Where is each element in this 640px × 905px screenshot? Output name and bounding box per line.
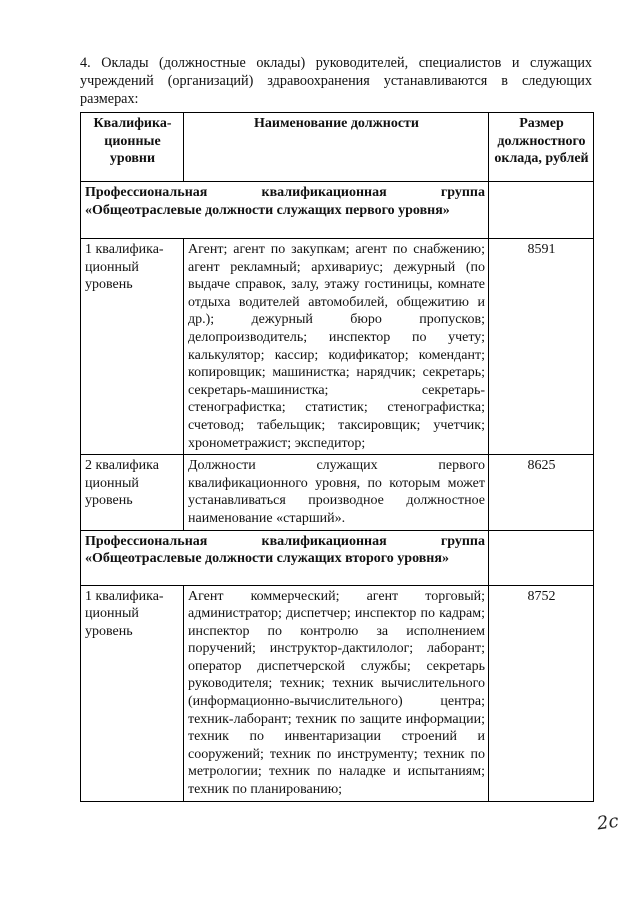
row-positions: Агент коммерческий; агент торговый; администратор; диспетчер; инспектор по кадрам; инспектор по контролю за исполнением поручений; инструктор-дактилолог; лаборант; оператор диспетчерской службы; секретарь руководителя; техник; техник вычислительного (информационно-вычислительного) центра; техник-лаборант; техник по защите информации; техник по инвентаризации строений и сооружений; техник по инструменту; техник по метрологии; техник по наладке и испытаниям; техник по планированию; bbox=[184, 585, 489, 801]
group-title: Профессиональная квалификационная группа «Общеотраслевые должности служащих первого уровня» bbox=[81, 182, 489, 239]
salary-table bbox=[80, 112, 594, 802]
group-salary-empty bbox=[489, 530, 594, 585]
row-salary: 8752 bbox=[489, 585, 594, 801]
group-salary-empty bbox=[489, 182, 594, 239]
row-salary: 8625 bbox=[489, 455, 594, 530]
table-row bbox=[81, 455, 594, 530]
table-row bbox=[81, 239, 594, 455]
row-level: 1 квалифика-ционный уровень bbox=[81, 585, 184, 801]
group-title-row bbox=[81, 182, 594, 239]
header-salary: Размер должностного оклада, рублей bbox=[489, 113, 594, 182]
row-level: 2 квалифика ционный уровень bbox=[81, 455, 184, 530]
row-positions: Агент; агент по закупкам; агент по снабжению; агент рекламный; архивариус; дежурный (по выдаче справок, залу, этажу гостиницы, комнате отдыха водителей автомобилей, общежитию и др.); дежурный бюро пропусков; делопроизводитель; инспектор по учету; калькулятор; кассир; кодификатор; комендант; копировщик; машинистка; нарядчик; секретарь; секретарь-машинистка; секретарь-стенографистка; статистик; стенографистка; счетовод; табельщик; таксировщик; учетчик; хронометражист; экспедитор; bbox=[184, 239, 489, 455]
handwritten-page-mark: 2с bbox=[595, 810, 620, 835]
table-header-row bbox=[81, 113, 594, 182]
group-title-row bbox=[81, 530, 594, 585]
header-position-name: Наименование должности bbox=[184, 113, 489, 182]
row-salary: 8591 bbox=[489, 239, 594, 455]
row-positions: Должности служащих первого квалификационного уровня, по которым может устанавливаться производное должностное наименование «старший». bbox=[184, 455, 489, 530]
group-title: Профессиональная квалификационная группа «Общеотраслевые должности служащих второго уровня» bbox=[81, 530, 489, 585]
row-level: 1 квалифика-ционный уровень bbox=[81, 239, 184, 455]
intro-paragraph: 4. Оклады (должностные оклады) руководителей, специалистов и служащих учреждений (организаций) здравоохранения устанавливаются в следующих размерах: bbox=[80, 55, 592, 107]
header-level: Квалифика-ционные уровни bbox=[81, 113, 184, 182]
table-row bbox=[81, 585, 594, 801]
